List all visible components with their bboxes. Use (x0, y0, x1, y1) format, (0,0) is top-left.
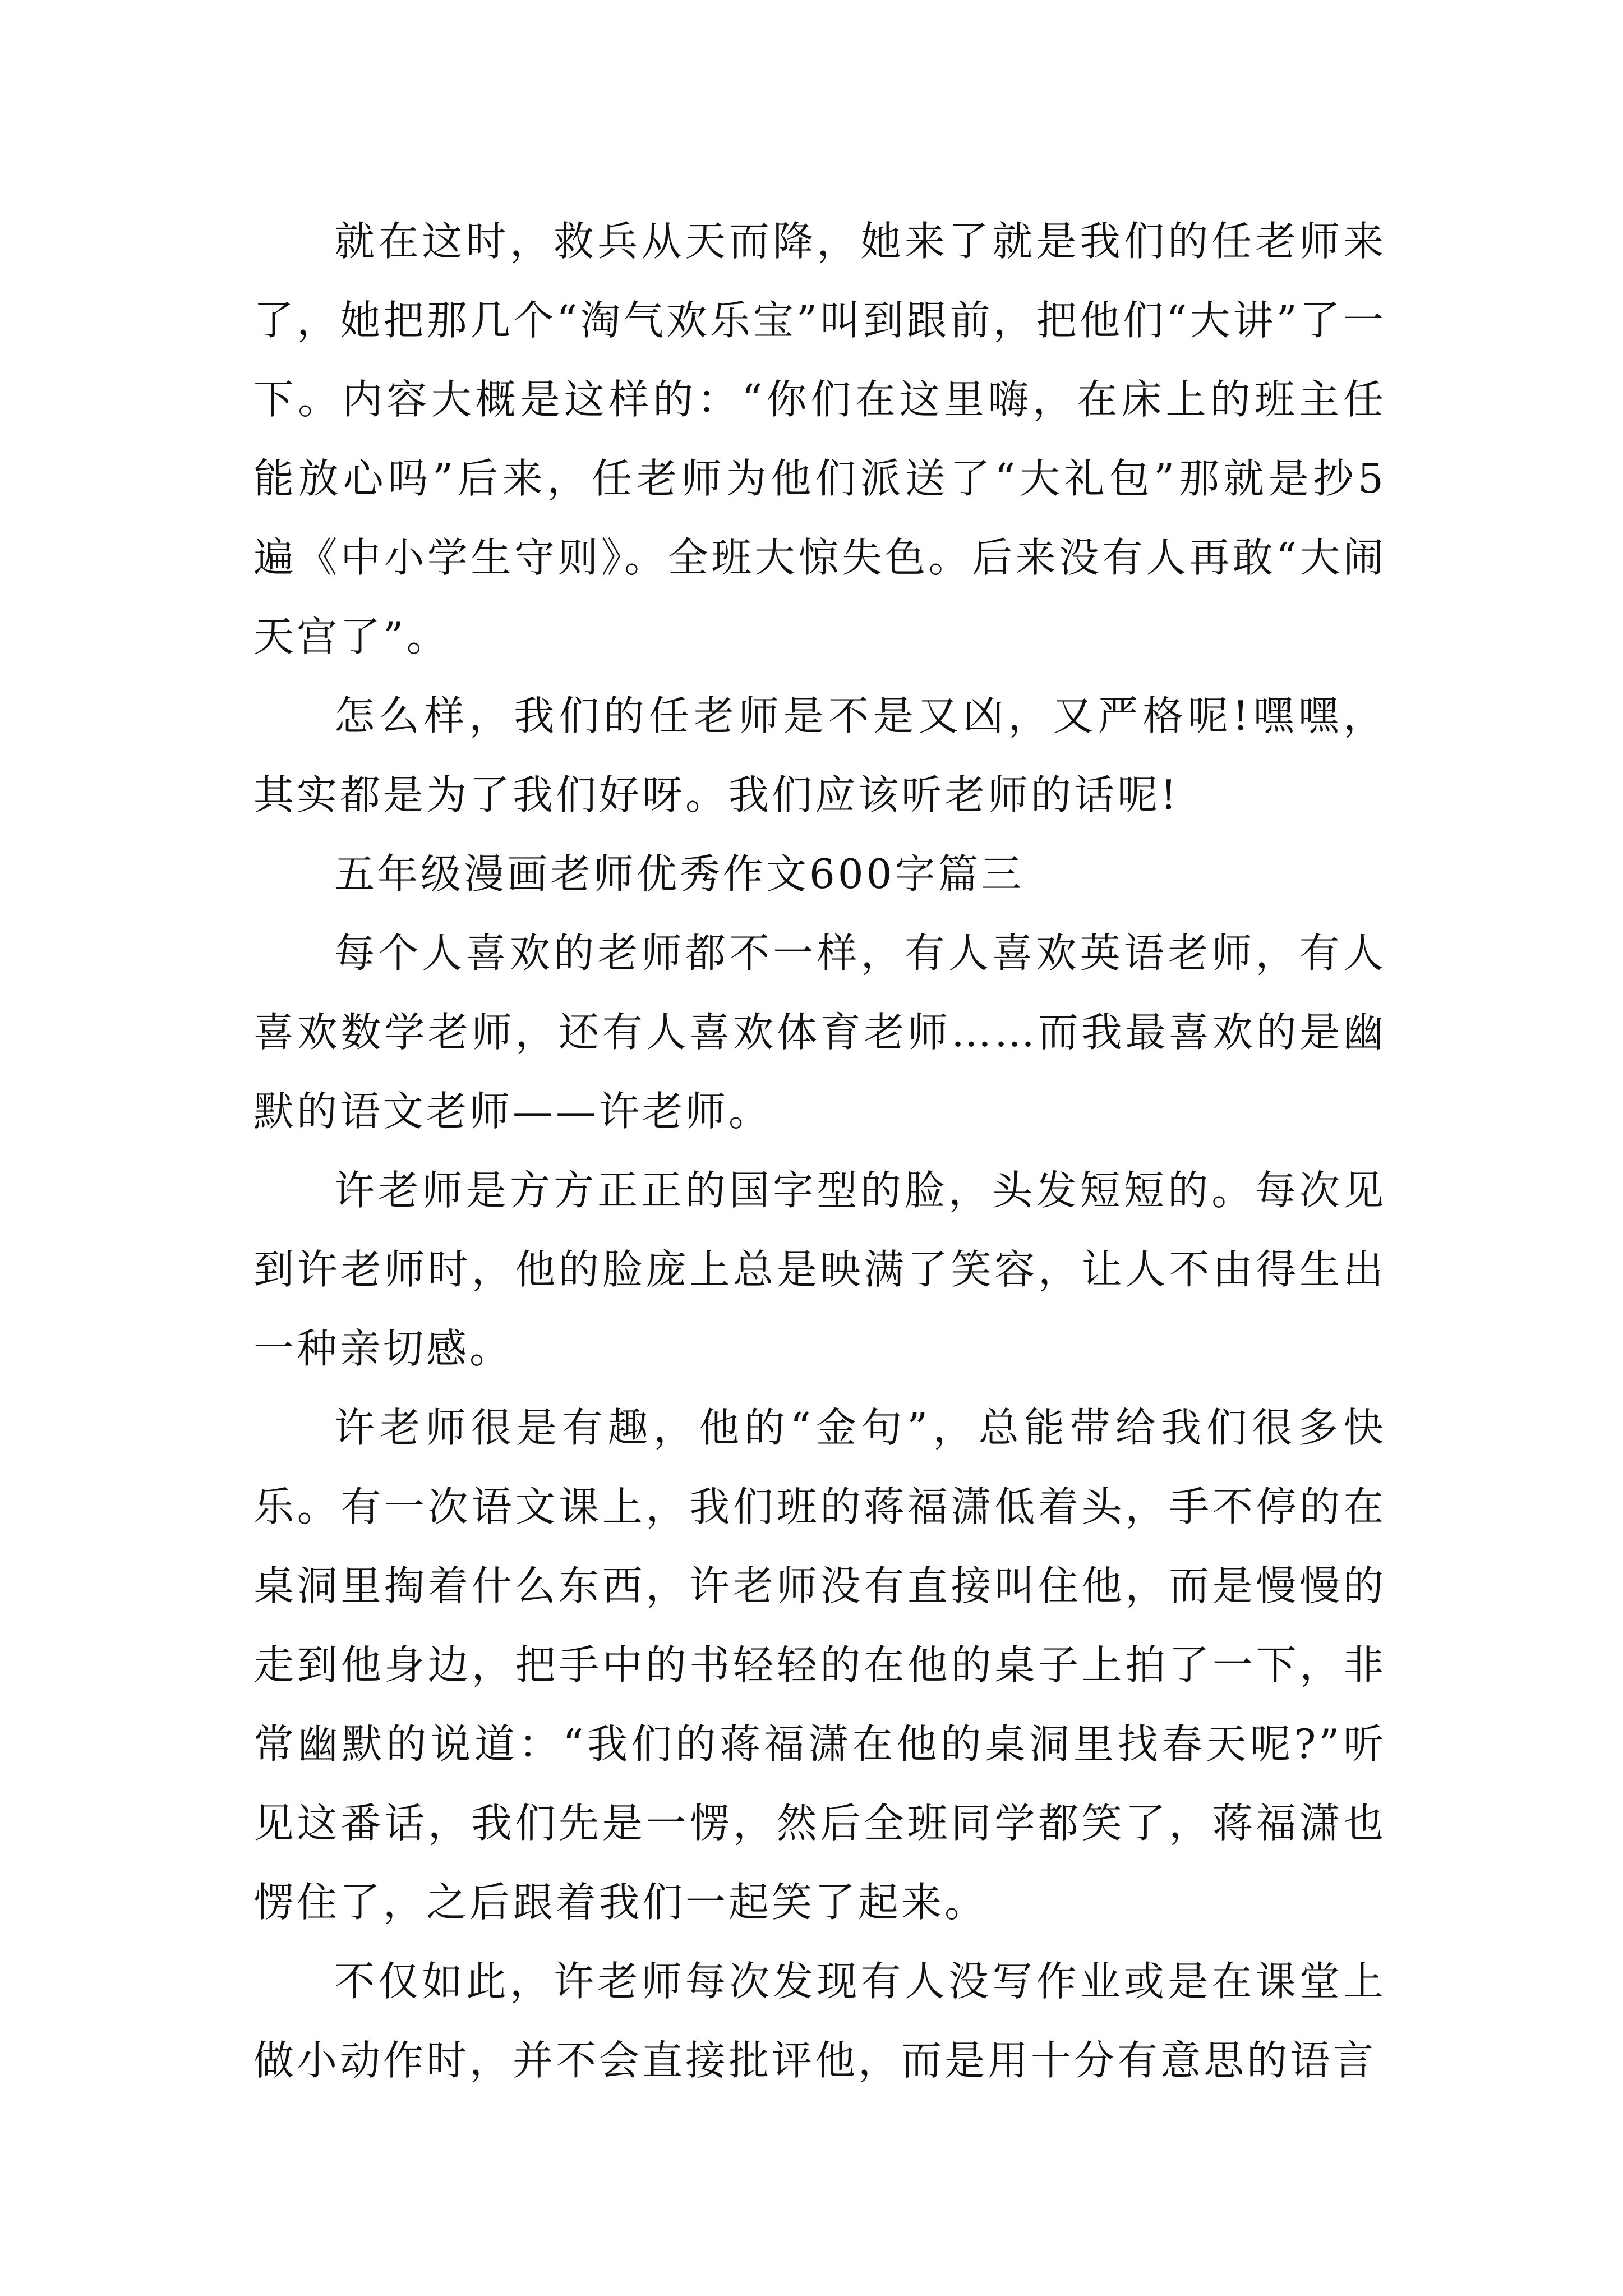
essay-body (253, 202, 1386, 2100)
paragraph-not-only: 不仅如此，许老师每次发现有人没写作业或是在课堂上做小动作时，并不会直接批评他，而是用十分有意思的语言 (253, 1958, 1386, 2084)
paragraph-teacher-face: 许老师是方方正正的国字型的脸，头发短短的。每次见到许老师时，他的脸庞上总是映满了笑容，让人不由得生出一种亲切感。 (253, 1167, 1386, 1372)
paragraph-golden-quote: 许老师很是有趣，他的“金句”，总能带给我们很多快乐。有一次语文课上，我们班的蒋福潇低着头，手不停的在桌洞里掏着什么东西，许老师没有直接叫住他，而是慢慢的走到他身边，把手中的书轻轻的在他的桌子上拍了一下，非常幽默的说道：“我们的蒋福潇在他的桌洞里找春天呢?”听见这番话，我们先是一愣，然后全班同学都笑了，蒋福潇也愣住了，之后跟着我们一起笑了起来。 (253, 1404, 1386, 1926)
paragraph-strict-teacher: 怎么样，我们的任老师是不是又凶，又严格呢!嘿嘿，其实都是为了我们好呀。我们应该听老师的话呢! (253, 692, 1386, 818)
paragraph-favorite-teacher: 每个人喜欢的老师都不一样，有人喜欢英语老师，有人喜欢数学老师，还有人喜欢体育老师……而我最喜欢的是幽默的语文老师——许老师。 (253, 930, 1386, 1135)
essay-heading: 五年级漫画老师优秀作文600字篇三 (334, 850, 1025, 898)
paragraph-rescue: 就在这时，救兵从天而降，她来了就是我们的任老师来了，她把那几个“淘气欢乐宝”叫到跟前，把他们“大讲”了一下。内容大概是这样的：“你们在这里嗨，在床上的班主任能放心吗”后来，任老师为他们派送了“大礼包”那就是抄5遍《中小学生守则》。全班大惊失色。后来没有人再敢“大闹天宫了”。 (253, 218, 1386, 660)
